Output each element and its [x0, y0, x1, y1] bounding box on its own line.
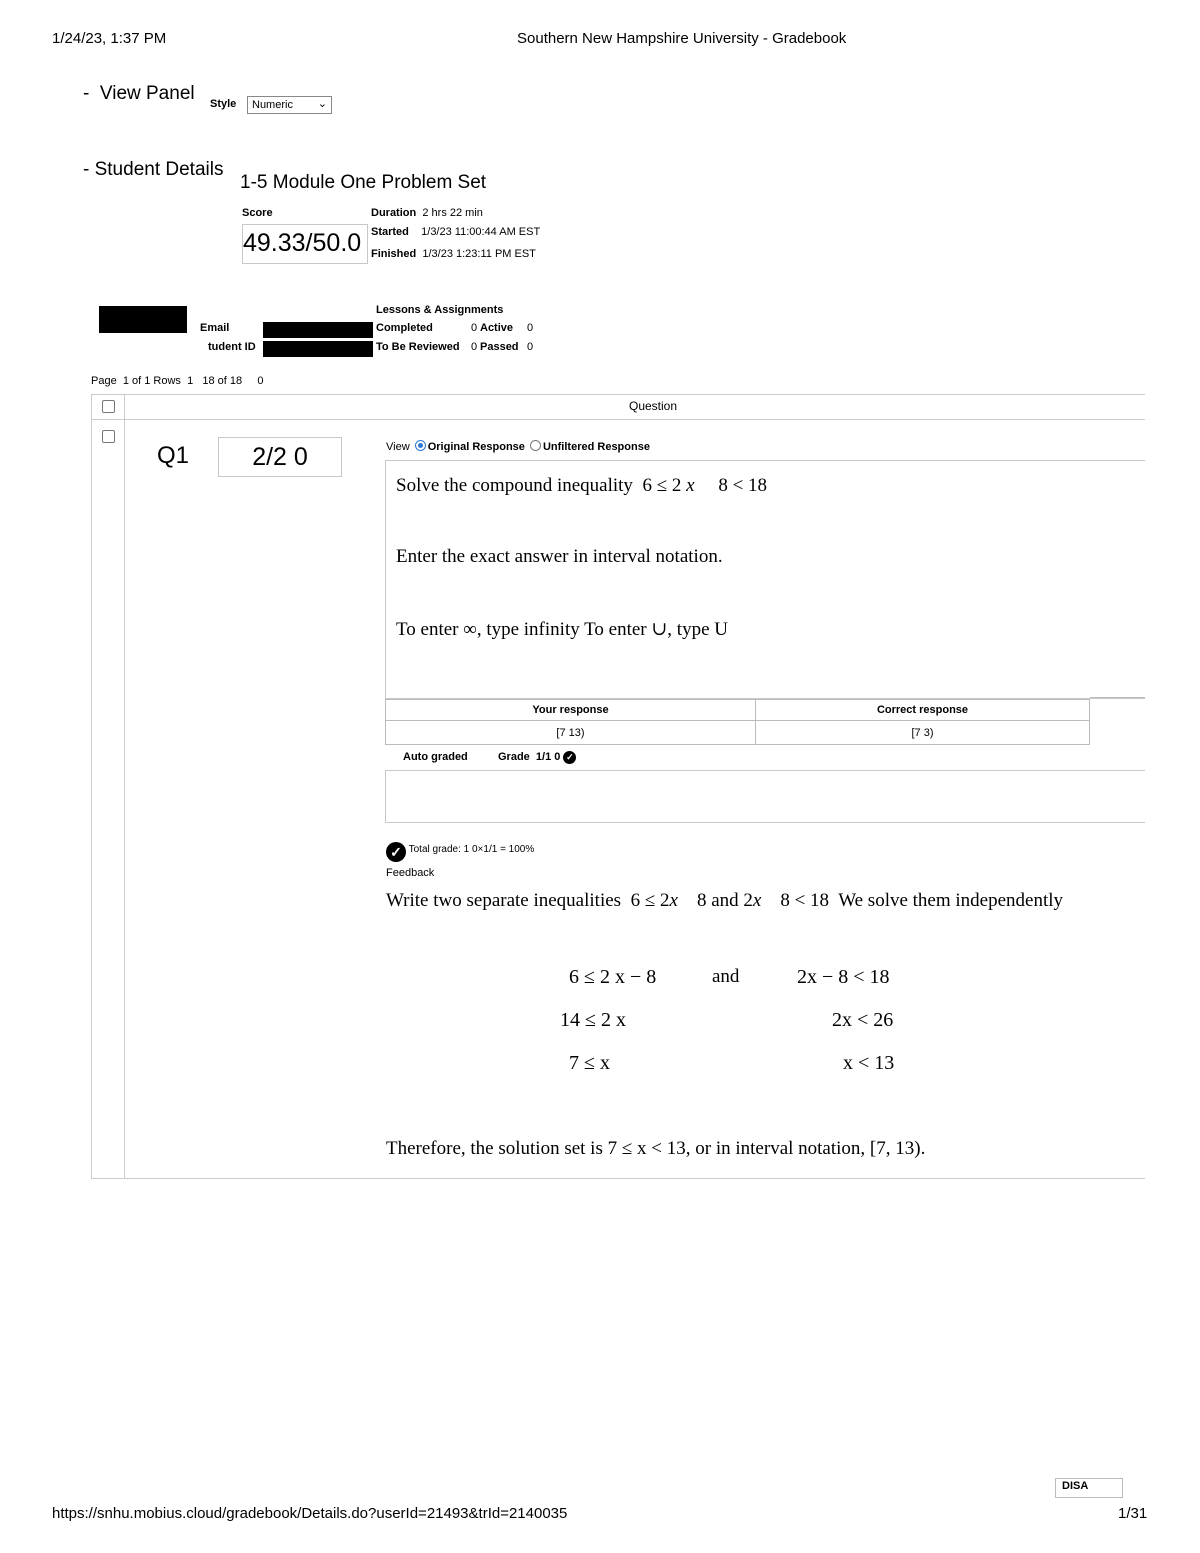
- started-row: [371, 226, 540, 238]
- response-table: [385, 699, 1090, 745]
- started-value: 1/3/23 11:00:44 AM EST: [421, 226, 541, 238]
- pagination: [91, 375, 264, 387]
- view-options: [386, 440, 650, 453]
- rows-value[interactable]: 1: [187, 375, 194, 387]
- feedback-label: Feedback: [386, 867, 435, 879]
- student-details-header[interactable]: [83, 159, 223, 181]
- page-label: Page: [91, 375, 117, 387]
- unfiltered-response-label[interactable]: Unfiltered Response: [542, 441, 650, 453]
- question-score-box[interactable]: [218, 437, 342, 477]
- hint-text-a: To enter: [396, 619, 459, 640]
- feedback-and: and 2: [711, 890, 753, 911]
- conclusion-line: [386, 1138, 925, 1160]
- grade-value: 1/1 0: [535, 751, 561, 763]
- style-label: Style: [210, 98, 237, 110]
- conclusion-text-a: Therefore, the solution set is: [386, 1138, 603, 1159]
- unfiltered-response-radio[interactable]: [530, 440, 541, 451]
- to-be-reviewed-value: 0: [471, 341, 478, 353]
- passed-value: 0: [527, 341, 534, 353]
- prompt-math-var: x: [686, 475, 695, 496]
- print-page-number: 1/31: [1118, 1505, 1148, 1522]
- grade-row: [498, 751, 576, 764]
- auto-graded-label: Auto graded: [403, 751, 468, 763]
- duration-label: Duration: [371, 207, 417, 219]
- comment-input[interactable]: [385, 770, 1145, 823]
- feedback-ineq1-b: 8: [696, 890, 707, 911]
- hint-line: [396, 618, 728, 641]
- row-checkbox[interactable]: [102, 430, 115, 443]
- style-select[interactable]: [247, 96, 332, 114]
- print-footer-url: https://snhu.mobius.cloud/gradebook/Details.do?userId=21493&trId=2140035: [52, 1505, 568, 1522]
- score-label: Score: [242, 207, 273, 219]
- work-right-3: x < 13: [843, 1052, 895, 1074]
- prompt-math-b: 8 < 18: [718, 475, 768, 496]
- duration-value: 2 hrs 22 min: [422, 207, 483, 219]
- conclusion-text-b: , or in interval notation,: [685, 1138, 866, 1159]
- work-left-3: 7 ≤ x: [569, 1052, 610, 1074]
- total-grade-row: [386, 842, 534, 862]
- redacted-email: [263, 322, 373, 338]
- work-right-1: 2x − 8 < 18: [797, 966, 890, 988]
- select-all-checkbox[interactable]: [102, 400, 115, 413]
- finished-row: [371, 248, 536, 260]
- finished-value: 1/3/23 1:23:11 PM EST: [422, 248, 536, 260]
- chevron-down-icon: ⌄: [317, 98, 327, 110]
- correct-response-value: [7 3): [756, 721, 1090, 745]
- question-number: Q1: [157, 442, 190, 469]
- view-label: View: [386, 441, 410, 453]
- style-select-value: Numeric: [252, 99, 293, 111]
- conclusion-math: 7 ≤ x < 13: [607, 1138, 686, 1159]
- completed-value: 0: [471, 322, 478, 334]
- view-panel-label: View Panel: [99, 83, 195, 104]
- prompt-line: [396, 475, 767, 497]
- redacted-student-id: [263, 341, 373, 357]
- your-response-value: [7 13): [386, 721, 756, 745]
- score-value: 49.33/50.0: [243, 229, 362, 257]
- active-label: Active: [480, 322, 514, 334]
- lessons-heading: Lessons & Assignments: [376, 304, 504, 316]
- infinity-icon: ∞: [463, 619, 477, 640]
- duration-row: [371, 207, 483, 219]
- feedback-intro: Write two separate inequalities: [386, 890, 622, 911]
- started-label: Started: [371, 226, 409, 238]
- print-page-title: Southern New Hampshire University - Gradebook: [517, 30, 847, 47]
- conclusion-end: .: [920, 1138, 926, 1159]
- feedback-var-2: x: [752, 890, 762, 911]
- feedback-ineq2-b: 8 < 18: [780, 890, 830, 911]
- rows-label: Rows: [153, 375, 181, 387]
- view-panel-toggle[interactable]: -: [83, 83, 90, 104]
- prompt-math-a: 6 ≤ 2: [642, 475, 682, 496]
- disa-logo-text: DISA: [1062, 1480, 1089, 1492]
- table-header: [91, 394, 1145, 420]
- student-id-label: tudent ID: [208, 341, 256, 353]
- response-table-rule: [1090, 697, 1145, 698]
- total-grade-text: Total grade: 1 0×1/1 = 100%: [408, 844, 535, 855]
- student-details-label: Student Details: [94, 159, 224, 180]
- instruction-text: Enter the exact answer in interval notation.: [396, 546, 723, 567]
- check-circle-icon: ✓: [386, 842, 406, 862]
- score-box: [242, 224, 368, 264]
- to-be-reviewed-label: To Be Reviewed: [376, 341, 460, 353]
- question-column-header: Question: [629, 399, 678, 413]
- work-and: and: [712, 966, 740, 987]
- assignment-title: 1-5 Module One Problem Set: [240, 172, 487, 193]
- redacted-student-name: [99, 306, 187, 333]
- original-response-label[interactable]: Original Response: [427, 441, 525, 453]
- work-right-2: 2x < 26: [832, 1009, 894, 1031]
- feedback-var-1: x: [669, 890, 678, 911]
- correct-response-header: Correct response: [756, 700, 1090, 721]
- grade-label: Grade: [498, 751, 530, 763]
- rows-range: 18 of 18: [202, 375, 243, 387]
- hint-text-c: , type U: [667, 619, 728, 640]
- view-panel-header[interactable]: [83, 83, 195, 105]
- active-value: 0: [527, 322, 534, 334]
- email-label: Email: [200, 322, 230, 334]
- page-value[interactable]: 1 of 1: [122, 375, 151, 387]
- your-response-header: Your response: [386, 700, 756, 721]
- original-response-radio[interactable]: [415, 440, 426, 451]
- union-icon: ∪: [651, 619, 668, 640]
- completed-label: Completed: [376, 322, 433, 334]
- question-score: 2/2 0: [252, 443, 308, 471]
- work-left-2: 14 ≤ 2 x: [560, 1009, 626, 1031]
- disa-logo: [1055, 1478, 1123, 1498]
- prompt-text: Solve the compound inequality: [396, 475, 633, 496]
- conclusion-interval: [7, 13): [869, 1138, 921, 1159]
- passed-label: Passed: [480, 341, 519, 353]
- student-details-toggle[interactable]: -: [83, 159, 90, 180]
- check-icon: ✓: [563, 751, 576, 764]
- feedback-line: [386, 890, 1063, 912]
- finished-label: Finished: [371, 248, 417, 260]
- feedback-ineq1-a: 6 ≤ 2: [630, 890, 670, 911]
- print-datetime: 1/24/23, 1:37 PM: [52, 30, 167, 47]
- feedback-outro: We solve them independently: [838, 890, 1064, 911]
- hint-text-b: , type infinity To enter: [476, 619, 647, 640]
- pagination-extra: 0: [257, 375, 264, 387]
- work-left-1: 6 ≤ 2 x − 8: [569, 966, 657, 988]
